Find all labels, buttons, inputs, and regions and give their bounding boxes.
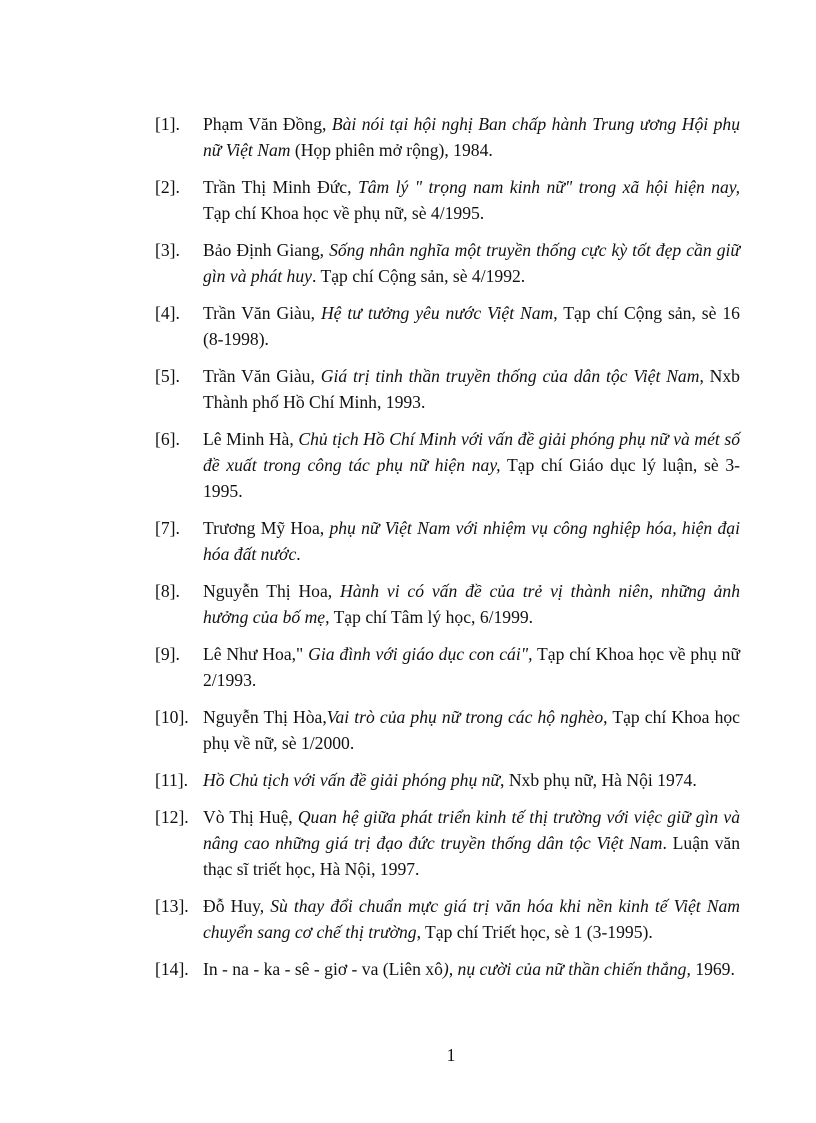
reference-title: ), nụ cười của nữ thần chiến thắng, bbox=[442, 959, 691, 979]
reference-item bbox=[155, 174, 740, 226]
reference-title: Quan hệ giữa phát triển kinh tế thị trường với việc giữ gìn và nâng cao những giá trị đạo đức truyền thống dân tộc Việt Nam bbox=[203, 807, 740, 853]
reference-author: Bảo Định Giang, bbox=[203, 240, 330, 260]
reference-author: Lê Minh Hà, bbox=[203, 429, 299, 449]
reference-source: Tạp chí Tâm lý học, 6/1999. bbox=[329, 607, 534, 627]
reference-title: Vai trò của phụ nữ trong các hộ nghèo bbox=[326, 707, 604, 727]
reference-number: [9]. bbox=[155, 644, 180, 664]
reference-author: Phạm Văn Đồng, bbox=[203, 114, 332, 134]
reference-source: , Tạp chí Triết học, sè 1 (3-1995). bbox=[416, 922, 653, 942]
reference-number: [5]. bbox=[155, 366, 180, 386]
reference-author: Nguyễn Thị Hòa, bbox=[203, 707, 327, 727]
reference-text bbox=[203, 174, 740, 226]
reference-number: [1]. bbox=[155, 114, 180, 134]
reference-list bbox=[155, 111, 740, 993]
reference-title: Hệ tư tưởng yêu nước Việt Nam bbox=[320, 303, 554, 323]
reference-source: . Tạp chí Cộng sản, sè 4/1992. bbox=[311, 266, 526, 286]
reference-author: Trần Văn Giàu, bbox=[203, 366, 321, 386]
reference-item bbox=[155, 704, 740, 756]
reference-author: Lê Như Hoa," bbox=[203, 644, 309, 664]
reference-author: Trần Văn Giàu, bbox=[203, 303, 321, 323]
reference-title: Chủ tịch Hồ Chí Minh với vấn đề giải phóng phụ nữ và mét số đề xuất trong công tác phụ nữ hiện nay, bbox=[203, 429, 741, 475]
reference-item bbox=[155, 893, 740, 945]
reference-author: Nguyễn Thị Hoa, bbox=[203, 581, 340, 601]
reference-number: [4]. bbox=[155, 303, 180, 323]
reference-item bbox=[155, 237, 740, 289]
reference-item bbox=[155, 578, 740, 630]
reference-source: . Luận văn thạc sĩ triết học, Hà Nội, 1997. bbox=[203, 833, 740, 879]
reference-author: In - na - ka - sê - giơ - va (Liên xô bbox=[203, 959, 443, 979]
reference-number: [11]. bbox=[155, 770, 189, 790]
reference-text bbox=[203, 363, 740, 415]
reference-title: phụ nữ Việt Nam với nhiệm vụ công nghiệp hóa, hiện đại hóa đất nước bbox=[203, 518, 740, 564]
reference-title: Sống nhân nghĩa một truyền thống cực kỳ tốt đẹp cần giữ gìn và phát huy bbox=[203, 240, 740, 286]
reference-source: . bbox=[296, 544, 301, 564]
reference-text bbox=[203, 804, 740, 882]
reference-text bbox=[203, 426, 740, 504]
reference-source: , Tạp chí Khoa học phụ về nữ, sè 1/2000. bbox=[203, 707, 740, 753]
reference-number: [10]. bbox=[155, 707, 189, 727]
reference-text bbox=[203, 300, 740, 352]
reference-number: [12]. bbox=[155, 807, 189, 827]
reference-source: Tạp chí Khoa học về phụ nữ 2/1993. bbox=[203, 644, 740, 690]
reference-item bbox=[155, 111, 740, 163]
reference-source: Tạp chí Giáo dục lý luận, sè 3-1995. bbox=[203, 455, 740, 501]
reference-item bbox=[155, 804, 740, 882]
reference-text bbox=[203, 893, 740, 945]
reference-text bbox=[203, 956, 740, 982]
reference-title: Hồ Chủ tịch với vấn đề giải phóng phụ nữ bbox=[203, 770, 501, 790]
reference-source: (Họp phiên mở rộng), 1984. bbox=[290, 140, 493, 160]
reference-number: [13]. bbox=[155, 896, 189, 916]
reference-number: [2]. bbox=[155, 177, 180, 197]
reference-item bbox=[155, 641, 740, 693]
reference-number: [3]. bbox=[155, 240, 180, 260]
reference-text bbox=[203, 237, 740, 289]
reference-text bbox=[203, 641, 740, 693]
reference-source: , Nxb Thành phố Hồ Chí Minh, 1993. bbox=[203, 366, 740, 412]
reference-author: Vò Thị Huệ, bbox=[203, 807, 298, 827]
reference-item bbox=[155, 363, 740, 415]
reference-text bbox=[203, 767, 740, 793]
reference-source: 1969. bbox=[690, 959, 735, 979]
reference-author: Trần Thị Minh Đức, bbox=[203, 177, 358, 197]
reference-text bbox=[203, 578, 740, 630]
reference-author: Đỗ Huy, bbox=[203, 896, 271, 916]
reference-source: , Tạp chí Cộng sản, sè 16 (8-1998). bbox=[203, 303, 740, 349]
reference-item bbox=[155, 300, 740, 352]
reference-number: [6]. bbox=[155, 429, 180, 449]
reference-title: Gia đình với giáo dục con cái", bbox=[308, 644, 533, 664]
reference-item bbox=[155, 956, 740, 982]
reference-item bbox=[155, 515, 740, 567]
reference-source: , Nxb phụ nữ, Hà Nội 1974. bbox=[500, 770, 697, 790]
reference-title: Sù thay đổi chuẩn mực giá trị văn hóa khi nền kinh tế Việt Nam chuyển sang cơ chế thị trường bbox=[203, 896, 740, 942]
reference-item bbox=[155, 767, 740, 793]
reference-title: Giá trị tinh thần truyền thống của dân tộc Việt Nam bbox=[320, 366, 700, 386]
reference-source: Tạp chí Khoa học về phụ nữ, sè 4/1995. bbox=[203, 203, 485, 223]
reference-title: Bài nói tại hội nghị Ban chấp hành Trung ương Hội phụ nữ Việt Nam bbox=[203, 114, 740, 160]
reference-text bbox=[203, 111, 740, 163]
reference-author: Trương Mỹ Hoa, bbox=[203, 518, 330, 538]
page-number: 1 bbox=[446, 1045, 456, 1065]
reference-text bbox=[203, 704, 740, 756]
reference-text bbox=[203, 515, 740, 567]
reference-number: [7]. bbox=[155, 518, 180, 538]
reference-title: Hành vi có vấn đề của trẻ vị thành niên, những ảnh hưởng của bố mẹ, bbox=[203, 581, 740, 627]
reference-number: [8]. bbox=[155, 581, 180, 601]
reference-item bbox=[155, 426, 740, 504]
reference-number: [14]. bbox=[155, 959, 189, 979]
reference-title: Tâm lý " trọng nam kinh nữ" trong xã hội hiện nay, bbox=[357, 177, 741, 197]
